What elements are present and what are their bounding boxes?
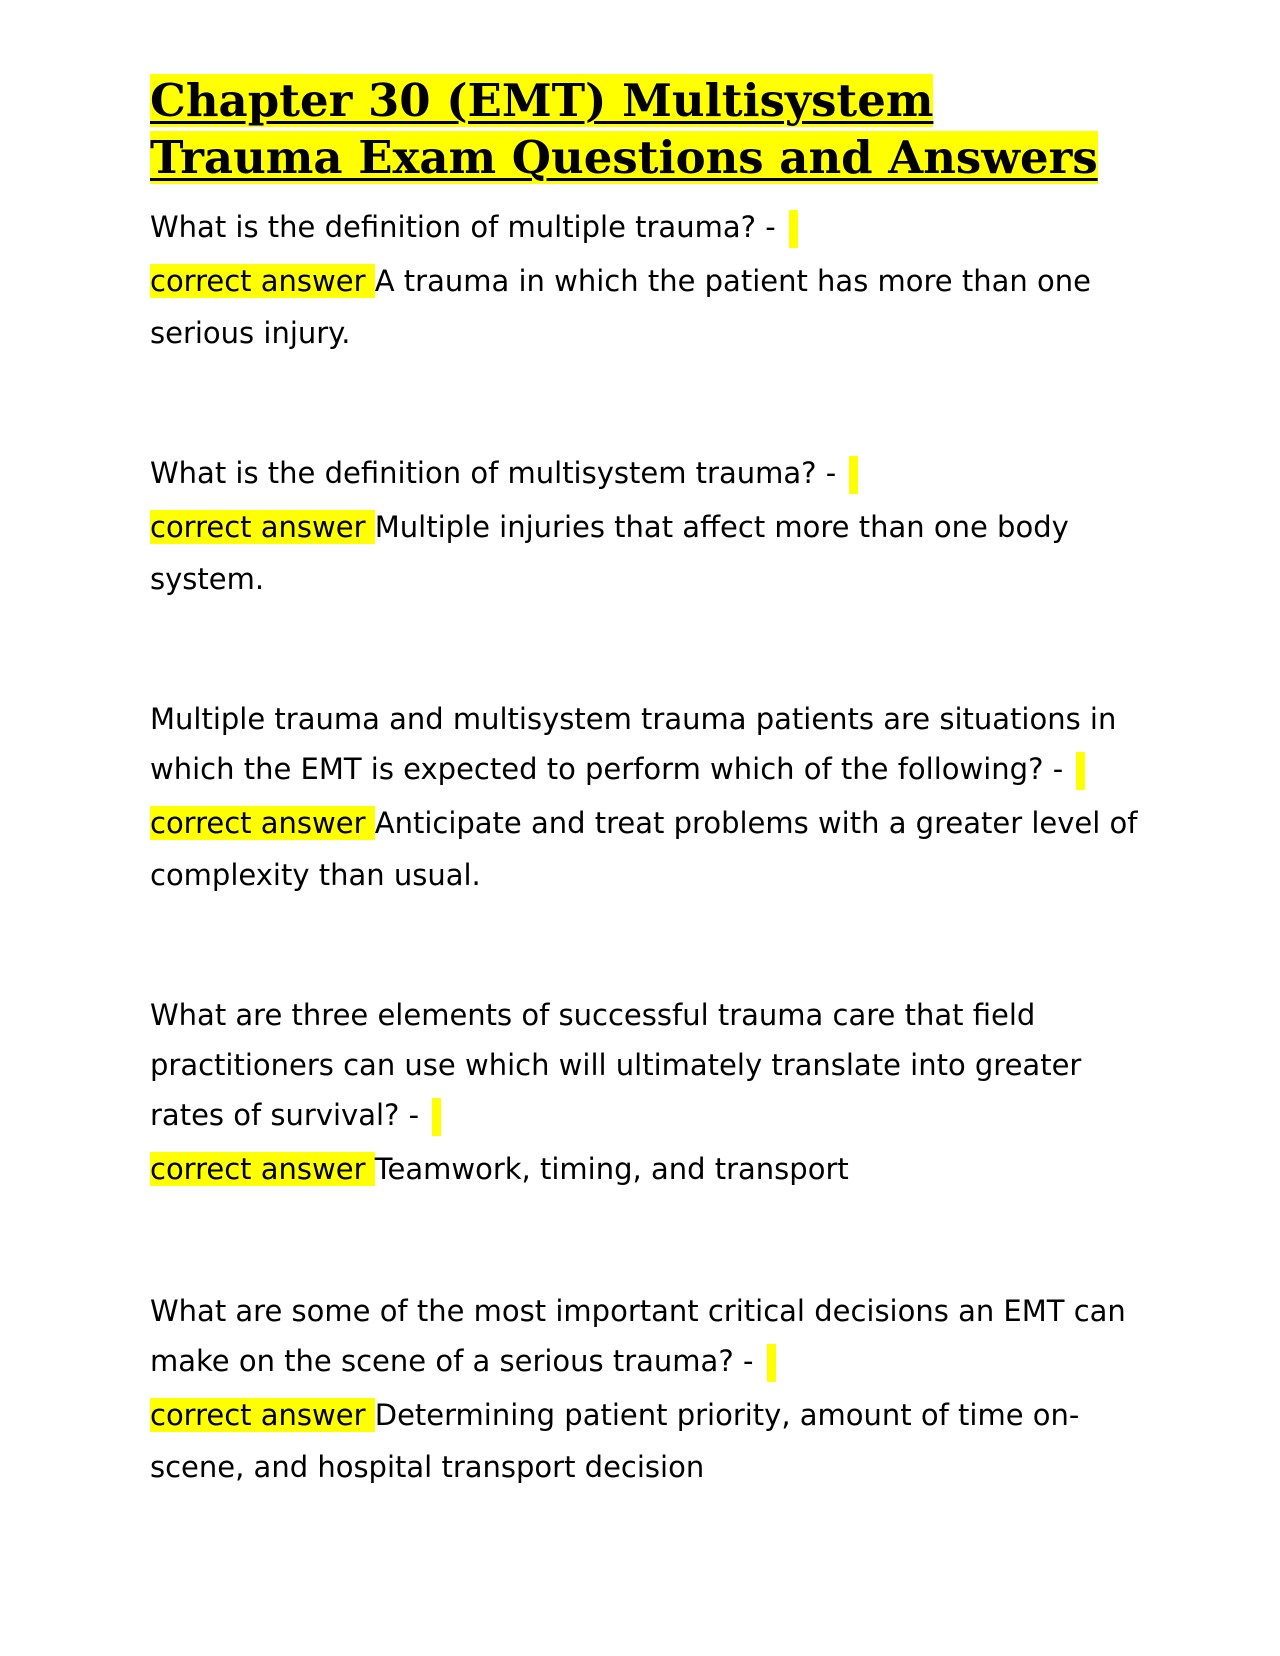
qa-item-5 bbox=[150, 1286, 1140, 1492]
document-title bbox=[150, 72, 1140, 186]
qa-item-4 bbox=[150, 990, 1140, 1196]
question-5 bbox=[150, 1286, 1140, 1386]
question-text: What is the definition of multiple trauma? - bbox=[150, 210, 785, 244]
answer-text: Teamwork, timing, and transport bbox=[374, 1152, 849, 1186]
question-text: What are three elements of successful trauma care that field practitioners can use which will ultimately translate into greater rates of survival? - bbox=[150, 998, 1082, 1132]
highlight-marker bbox=[1076, 752, 1085, 790]
document-title-text: Chapter 30 (EMT) Multisystem Trauma Exam Questions and Answers bbox=[150, 74, 1098, 184]
qa-item-1 bbox=[150, 202, 1140, 358]
answer-text: Determining patient priority, amount of time on-scene, and hospital transport decision bbox=[150, 1398, 1080, 1484]
answer-label: correct answer bbox=[150, 1152, 375, 1186]
question-2 bbox=[150, 448, 1140, 498]
answer-5 bbox=[150, 1390, 1140, 1492]
highlight-marker bbox=[432, 1098, 441, 1136]
answer-4 bbox=[150, 1144, 1140, 1196]
answer-label: correct answer bbox=[150, 1398, 375, 1432]
highlight-marker bbox=[767, 1344, 776, 1382]
question-1 bbox=[150, 202, 1140, 252]
qa-item-3 bbox=[150, 694, 1140, 900]
answer-text: Multiple injuries that affect more than one body system. bbox=[150, 510, 1069, 596]
answer-text: A trauma in which the patient has more than one serious injury. bbox=[150, 264, 1091, 350]
question-text: What is the definition of multisystem trauma? - bbox=[150, 456, 846, 490]
answer-label: correct answer bbox=[150, 510, 375, 544]
document-page bbox=[150, 72, 1140, 1582]
answer-1 bbox=[150, 256, 1140, 358]
highlight-marker bbox=[849, 456, 858, 494]
answer-text: Anticipate and treat problems with a greater level of complexity than usual. bbox=[150, 806, 1138, 892]
answer-label: correct answer bbox=[150, 806, 375, 840]
question-text: Multiple trauma and multisystem trauma patients are situations in which the EMT is expected to perform which of the following? - bbox=[150, 702, 1117, 786]
answer-3 bbox=[150, 798, 1140, 900]
question-4 bbox=[150, 990, 1140, 1140]
question-text: What are some of the most important critical decisions an EMT can make on the scene of a serious trauma? - bbox=[150, 1294, 1126, 1378]
answer-label: correct answer bbox=[150, 264, 375, 298]
question-3 bbox=[150, 694, 1140, 794]
highlight-marker bbox=[789, 210, 798, 248]
answer-2 bbox=[150, 502, 1140, 604]
qa-item-2 bbox=[150, 448, 1140, 604]
